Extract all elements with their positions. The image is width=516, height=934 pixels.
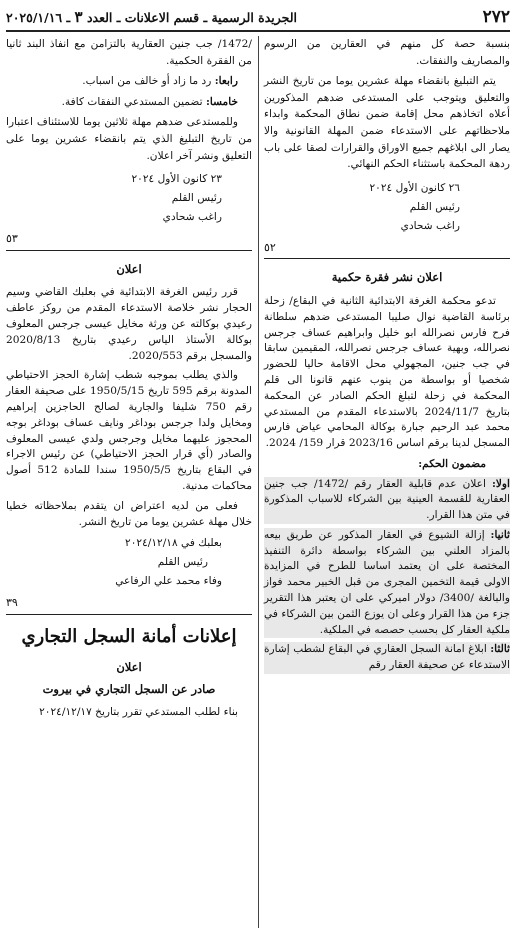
signature-name: راغب شحادي: [400, 219, 460, 232]
signature-name: راغب شحادي: [162, 211, 222, 224]
issue-date: ـ ٢٠٢٥/١/١٦: [6, 10, 71, 25]
column-divider: [258, 36, 259, 928]
notice-title: اعلان: [116, 261, 142, 276]
notice-2-paragraph-2: والذي يطلب بموجبه شطب إشارة الحجز الاحتياطي المدونة برقم 595 تاريخ 1950/5/15 على صحيفة العقار رقم 750 شليفا والجارية لصالح الحاجزين إبراهيم ومخايل ولدا جرجس بوداغر ونايف عساف بوداغر بوجه المحجوز عليهما مخايل وجرجس ولدي عيسى المعلوف والصادر (أي قرار الحجز الاحتياطي) عن رئيس الاجراء في البقاع بتاريخ 1950/5/5 سندا للمادة 512 أصول محاكمات مدنية.: [6, 369, 252, 492]
notice-2-paragraph-1: قرر رئيس الغرفة الابتدائية في بعلبك القاضي وسيم الحجار نشر خلاصة الاستدعاء المقدم من روكز عاطف رعيدي بوكالته عن ورثة مخايل عيسى جرجس المعلوف بوكالة الأستاذ الياس رعيدي بتاريخ 2020/8/13 والمسجل برقم 2020/553.: [6, 286, 252, 362]
item-label: ثالثا:: [490, 643, 510, 656]
issue-number: ٣: [74, 8, 83, 26]
signature-role: رئيس القلم: [409, 200, 460, 213]
ruling-title: مضمون الحكم:: [418, 457, 486, 470]
notice-number: ٣٩: [6, 596, 18, 610]
signature-role: رئيس القلم: [157, 556, 208, 569]
separator: [6, 614, 252, 615]
notice-subtitle: صادر عن السجل التجاري في بيروت: [42, 682, 216, 697]
item-text: تضمين المستدعي النفقات كافة.: [61, 95, 203, 108]
item-label: ثانيا:: [490, 528, 511, 541]
item-label: خامسا:: [205, 95, 238, 108]
item-text: رد ما زاد أو خالف من اسباب.: [82, 75, 212, 88]
notice-number: ٥٣: [6, 232, 18, 246]
signature-date: ٢٣ كانون الأول ٢٠٢٤: [131, 173, 222, 186]
item-label: رابعا:: [214, 75, 238, 88]
page-number: ٢٧٢: [482, 7, 510, 27]
continuation-paragraph-1: /1472/ جب جنين العقارية بالتزامن مع انفاذ البند ثانيا من الفقرة الحكمية.: [6, 38, 252, 67]
left-column: [6, 36, 252, 930]
separator: [264, 258, 510, 259]
notice-3-text: بناء لطلب المستدعي تقرر بتاريخ ٢٠٢٤/١٢/١٧: [39, 706, 238, 719]
ruling-item-3: [264, 642, 510, 674]
signature-date: بعلبك في ٢٠٢٤/١٢/١٨: [125, 537, 222, 550]
signature-name: وفاء محمد علي الرفاعي: [115, 575, 222, 588]
ruling-item-2: [264, 528, 510, 639]
signature-date: ٢٦ كانون الأول ٢٠٢٤: [369, 181, 460, 194]
notice-number: ٥٢: [264, 240, 276, 254]
notice-title: اعلان نشر فقرة حكمية: [331, 270, 443, 285]
item-text: إزالة الشيوع في العقار المذكور عن طريق بيعه بالمزاد العلني بين الشركاء بواسطة دائرة التنفيذ المختصة على ان يعتمد اساسا للطرح في المزايدة الاولى قيمة التخمين المجرى من قبل الخبير محمد فواز والبالغة /3400/ دولار اميركي على ان يعتبر هذا التقرير جزء من هذا القرار وعلى ان يوزع الثمن بين الشركاء في ملكية العقار كل بحسب حصصه في الملكية.: [264, 528, 510, 636]
signature-role: رئيس القلم: [171, 192, 222, 205]
notice-body: تدعو محكمة الغرفة الابتدائية الثانية في البقاع/ زحلة برئاسة القاضية نوال صليبا المستدعى ضدهم سلطانة فرح فارس نصرالله ابو خليل وابراهيم عساف جرجس نصرالله، وبهية عساف جرجس نصرالله، المقيمين سابقا في جب جنين، المجهولي محل الاقامة حاليا للحضور شخصيا أو بواسطة من ينوب عنهم قانونا الى قلم المحكمة في زحلة لتبلغ الحكم الصادر عن المحكمة بتاريخ 2024/11/7 بالاستدعاء المقدم من المستدعي محمد عبد الرحيم جبارة بوكالة المحامي عياض فارس المسجل لدينا برقم اساس 2023/16 قرار 159/ 2024.: [264, 294, 510, 450]
signature-block-1: [264, 179, 510, 236]
ruling-item-1: [264, 477, 510, 524]
header-title: [6, 8, 297, 26]
continuation-paragraph-2: وللمستدعى ضدهم مهلة ثلاثين يوما للاستئناف اعتبارا من تاريخ التبليغ الذي يتم بانقضاء عشرين يوما على التعليق ونشر آخر اعلان.: [6, 116, 252, 162]
item-label: اولا:: [491, 477, 510, 490]
notice-title: اعلان: [116, 659, 142, 674]
notice-2-paragraph-3: فعلى من لديه اعتراض ان يتقدم بملاحظاته خطيا خلال مهلة عشرين يوما من تاريخ النشر.: [6, 499, 252, 528]
item-text: اعلان عدم قابلية العقار رقم /1472/ جب جنين العقارية للقسمة العينية بين الشركاء للاسباب المذكورة في متن هذا القرار.: [264, 477, 510, 522]
intro-paragraph-1: بنسبة حصة كل منهم في العقارين من الرسوم والمصاريف والنفقات.: [264, 38, 510, 67]
separator: [6, 250, 252, 251]
ruling-item-5: [6, 94, 252, 111]
ruling-item-4: [6, 73, 252, 90]
header-gazette-title: الجريدة الرسمية ـ قسم الاعلانات ـ العدد: [86, 10, 298, 25]
signature-block-3: [6, 534, 252, 591]
section-title: إعلانات أمانة السجل التجاري: [21, 625, 237, 647]
page-header: [6, 4, 510, 32]
right-column: [264, 36, 510, 930]
item-text: ابلاغ امانة السجل العقاري في البقاع لشطب إشارة الاستدعاء عن صحيفة العقار رقم: [264, 643, 510, 672]
intro-paragraph-2: يتم التبليغ بانقضاء مهلة عشرين يوما من تاريخ النشر والتعليق ويتوجب على المستدعى ضدهم المذكورين أعلاه اتخاذهم محل إقامة ضمن نطاق المحكمة وابداء ملاحظاتهم على الاستدعاء ضمن المهلة القانونية والا يصار الى ابلاغهم جميع الاوراق والقرارات لصقا على باب ردهة المحكمة باستثناء الحكم النهائي.: [264, 75, 510, 171]
signature-block-2: [6, 170, 252, 227]
